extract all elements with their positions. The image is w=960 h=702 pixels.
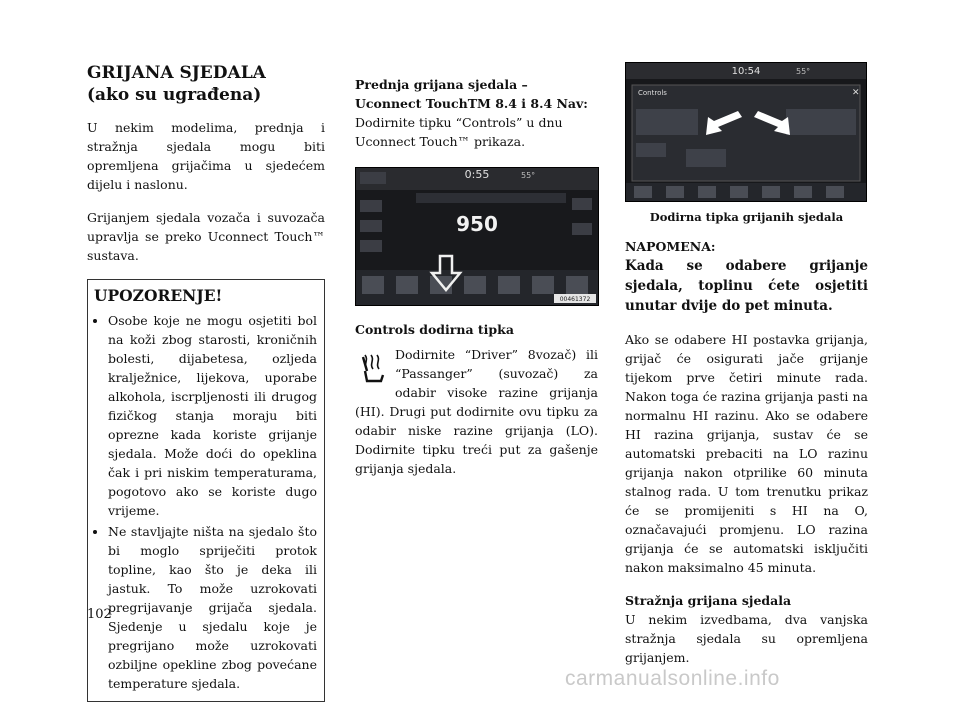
warning-box xyxy=(87,279,325,702)
note-body: Kada se odabere grijanje sjedala, toplinu ćete osjetiti unutar dvije do pet minuta. xyxy=(625,258,868,314)
controls-instruction: Dodirnite tipku “Controls” u dnu Uconnect Touch™ prikaza. xyxy=(355,115,563,149)
controls-screen-graphic xyxy=(626,63,866,201)
hi-setting-paragraph: Ako se odabere HI postavka grijanja, grijač će osigurati jače grijanje tijekom prve četiri minute rada. Nakon toga će razina grijanja pasti na normalnu HI razinu. Ako se odabere HI razina grijanja, sustav će se automatski prebaciti na LO razinu grijanja nakon otprilike 60 minuta stalnog rada. U tom trenutku prikaz će se promijeniti s HI na O, označavajući promjenu. LO razina grijanja će se automatski isključiti nakon maksimalno 45 minuta. xyxy=(625,332,868,575)
rear-paragraph: U nekim izvedbama, dva vanjska stražnja sjedala su opremljena grijanjem. xyxy=(625,612,868,665)
intro-paragraph: U nekim modelima, prednja i stražnja sjedala mogu biti opremljena grijačima u sjedećem dijelu i naslonu. xyxy=(87,120,325,192)
page-number: 102 xyxy=(87,607,112,622)
controls-screen-image xyxy=(625,62,867,202)
radio-screen-graphic xyxy=(356,168,598,305)
image-caption: Dodirna tipka grijanih sjedala xyxy=(649,210,844,224)
radio-screen-image xyxy=(355,167,599,306)
right-column xyxy=(625,62,868,681)
control-paragraph: Grijanjem sjedala vozača i suvozača upravlja se preko Uconnect Touch™ sustava. xyxy=(87,210,325,263)
seat-heater-icon xyxy=(361,351,387,385)
warning-item: • Osobe koje ne mogu osjetiti bol na koži zbog starosti, kroničnih bolesti, dijabetesa, ozljeda kralježnice, lijekova, uporabe alkohola, iscrpljenosti ili drugog fizičkog stanja moraju biti oprezne kada koriste grijanje sjedala. Može doći do opeklina čak i pri niskim temperaturama, pogotovo ako se koriste dugo vrijeme. xyxy=(108,311,317,520)
driver-passenger-instructions: Dodirnite “Driver” 8vozač) ili “Passanger” (suvozač) za odabir visoke razine grijanja (HI). Drugi put dodirnite ovu tipku za odabir niske razine grijanja (LO). Dodirnite tipku treći put za gašenje grijanja sjedala. xyxy=(355,347,598,476)
rear-heading: Stražnja grijana sjedala xyxy=(625,593,792,608)
subsection-heading: Prednja grijana sjedala – Uconnect TouchTM 8.4 i 8.4 Nav: xyxy=(355,77,588,111)
screen-time: 10:54 xyxy=(731,66,761,77)
screen-controls-title: Controls xyxy=(638,89,667,97)
subsection-heading: Controls dodirna tipka xyxy=(355,322,514,337)
note-title: NAPOMENA: xyxy=(625,239,716,254)
warning-list xyxy=(94,311,317,693)
middle-column xyxy=(355,75,598,492)
screen-temp: 55° xyxy=(796,67,811,76)
screen-temp: 55° xyxy=(521,171,536,180)
screen-time: 0:55 xyxy=(464,168,490,181)
warning-title: UPOZORENJE! xyxy=(94,286,223,305)
screen-station: 950 xyxy=(456,212,498,236)
warning-item: • Ne stavljajte ništa na sjedalo što bi moglo spriječiti protok topline, kao što je deka ili jastuk. To može uzrokovati pregrijavanje grijača sjedala. Sjedenje u sjedalu koje je pregrijano može uzrokovati ozbiljne opekline zbog povećane temperature sjedala. xyxy=(108,522,317,693)
image-code: 00461372 xyxy=(559,296,591,303)
left-column xyxy=(87,62,325,702)
close-icon: ✕ xyxy=(852,88,860,98)
section-title: GRIJANA SJEDALA (ako su ugrađena) xyxy=(87,63,266,105)
watermark: carmanualsonline.info xyxy=(565,667,780,690)
